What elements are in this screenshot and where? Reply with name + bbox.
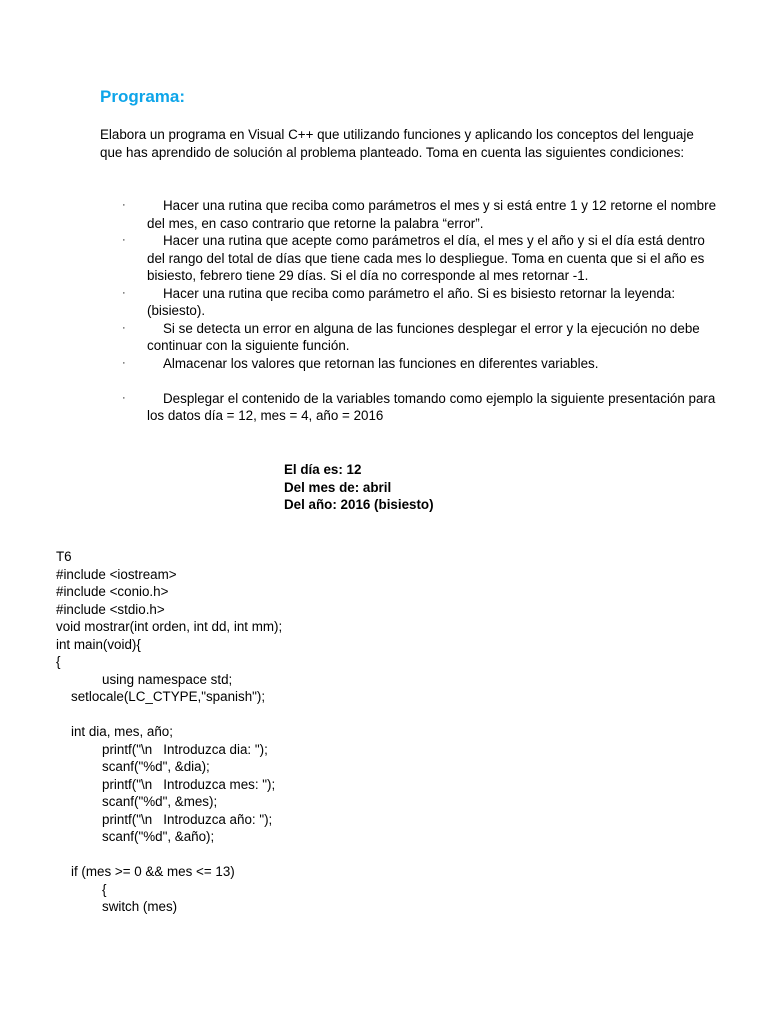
code-line: printf("\n Introduzca dia: ");	[102, 741, 268, 757]
bullet-marker: ·	[122, 391, 126, 404]
code-line: {	[56, 654, 61, 669]
list-item-text: Si se detecta un error en alguna de las funciones desplegar el error y la ejecución no debe continuar con la siguiente función.	[147, 320, 700, 353]
code-line: scanf("%d", &mes);	[102, 794, 218, 809]
code-blank-line	[56, 846, 736, 864]
bullet-marker: ·	[122, 356, 126, 369]
list-item-text: Hacer una rutina que reciba como parámetros el mes y si está entre 1 y 12 retorne el nombre del mes, en caso contrario que retorne la palabra “error”.	[147, 198, 717, 231]
code-line: using namespace std;	[102, 671, 233, 687]
code-line: #include <conio.h>	[56, 584, 169, 599]
intro-paragraph: Elabora un programa en Visual C++ que utilizando funciones y aplicando los conceptos del lenguaje que has aprendido de solución al problema planteado. Toma en cuenta las siguientes condiciones:	[100, 127, 694, 160]
code-line: #include <iostream>	[56, 566, 177, 582]
bullet-marker: ·	[122, 321, 126, 334]
bullet-marker: ·	[122, 286, 126, 299]
bullet-marker: ·	[122, 199, 126, 211]
list-item	[100, 355, 720, 373]
code-line: if (mes >= 0 && mes <= 13)	[71, 864, 235, 879]
code-listing	[56, 548, 736, 916]
bullet-marker: ·	[122, 234, 126, 246]
code-line: #include <stdio.h>	[56, 601, 165, 617]
code-line: printf("\n Introduzca año: ");	[102, 811, 273, 827]
example-year-line: Del año: 2016 (bisiesto)	[284, 497, 434, 512]
list-item	[100, 232, 720, 285]
code-line: setlocale(LC_CTYPE,"spanish");	[71, 689, 266, 704]
list-item-text: Desplegar el contenido de la variables tomando como ejemplo la siguiente presentación para los datos día = 12, mes = 4, año = 2016	[147, 390, 716, 423]
code-line: switch (mes)	[102, 899, 178, 914]
code-line: printf("\n Introduzca mes: ");	[102, 776, 276, 792]
page-title: Programa:	[100, 87, 186, 106]
list-item-text: Hacer una rutina que acepte como parámetros el día, el mes y el año y si el día está dentro del rango del total de días que tiene cada mes lo despliegue. Toma en cuenta que si el año es bisiesto, febrero tiene 29 días. Si el día no corresponde al mes retornar -1.	[147, 233, 705, 283]
list-item	[100, 390, 720, 425]
code-line: {	[102, 881, 107, 897]
list-item	[100, 320, 720, 355]
code-line: T6	[56, 549, 72, 564]
list-item-text: Hacer una rutina que reciba como parámetro el año. Si es bisiesto retornar la leyenda: (bisiesto).	[147, 285, 676, 318]
code-line: scanf("%d", &dia);	[102, 759, 210, 774]
list-item	[100, 197, 720, 232]
list-item	[100, 285, 720, 320]
example-month-line: Del mes de: abril	[284, 479, 392, 495]
list-spacer	[100, 372, 720, 390]
conditions-list	[100, 197, 720, 425]
code-line: scanf("%d", &año);	[102, 829, 215, 844]
code-line: void mostrar(int orden, int dd, int mm);	[56, 619, 283, 634]
example-day-line: El día es: 12	[284, 462, 362, 477]
code-blank-line	[56, 706, 736, 724]
code-line: int main(void){	[56, 636, 141, 652]
example-output	[284, 461, 434, 514]
list-item-text: Almacenar los valores que retornan las funciones en diferentes variables.	[163, 355, 599, 371]
code-line: int dia, mes, año;	[71, 724, 173, 739]
